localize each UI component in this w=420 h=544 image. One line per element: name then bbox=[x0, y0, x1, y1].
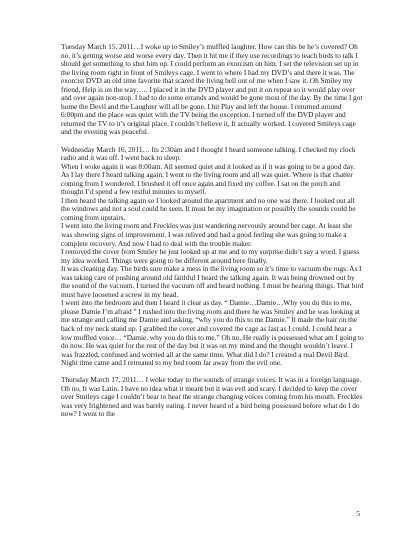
paragraph-tuesday-entry: Tuesday March 15, 2011…I woke up to Smiley’s muffled laughter. How can this be he’s covered? Oh no, it’s getting worse and worse every day. Then it hit me if they use recordings to teach birds to talk I should get something to shut him up. I could perform an exorcism on him. I set the television set up in the living room right in front of Smileys cage. I went to where I had my DVD’s and there it was. The exorcist DVD an old time favorite that scared the living hell out of me when I saw it. Oh Smiley my friend, Help is on the way….. I placed it in the DVD player and put it on repeat so it would play over and over again non-stop. I had to do some errands and would be gone most of the day. By the time I got home the Devil and the Laughter will all be gone. I hit Play and left the house. I returned around 6:00pm and the place was quiet with the TV being the exception. I turned off the DVD player and returned the TV to it’s original place. I couldn’t believe it, It actually worked. I covered Smileys cage and the evening was peaceful. bbox=[61, 42, 363, 137]
paragraph-wednesday-entry: Wednesday March 16, 2011… Its 2:30am and I thought I heard someone talking. I checked my clock radio and it was off. I went back to sleep. When I woke again it was 8:00am. All seemed quiet and it looked as if it was going to be a good day. As I lay there I heard talking again. I went to the living room and all was quiet. Where is that chatter coming from I wondered. I brushed it off once again and fixed my coffee. I sat on the porch and thought I’d spend a few restful minutes to myself. I then heard the talking again so I looked around the apartment and no one was there. I looked out all the windows and not a soul could be seen. It must be my imagination or possibly the sounds could be coming from upstairs. I went into the living room and Freckles was just wandering nervously around her cage. At least she was showing signs of improvement. I was relived and had a good feeling she was going to make a complete recovery. And now I had to deal with the trouble maker. I removed the cover from Smiley he just looked up at me and to my surprise didn’t say a word. I guess my idea worked. Things were going to be different around here finally. It was cleaning day. The birds sure make a mess in the living room so it’s time to vacuum the rugs. As I was taking care of pushing around old faithful I heard the talking again. It was being drowned out by the sound of the vacuum. I turned the vacuum off and heard nothing. I must be hearing things. That bird must have loosened a screw in my head. I went into the bedroom and then I heard it clear as day. “ Damie…Damie…Why you do this to me, please Damie I’m afraid ” I rushed into the living room and there he was Smiley and he was looking at me strange and calling me Damie and asking, “why you do this to me Damie.” It made the hair on the back of my neck stand up. I grabbed the cover and covered the cage as fast as I could. I could hear a low muffled voice… “Damie, why you do this to me.” Oh no, He really is possessed what am I going to do now. He was quiet for the rest of the day but it was on my mind and the thought wouldn’t leave. I was frazzled, confused and worried all at the same time. What did I do? I created a real Devil Bird. Night time came and I retreated to my bed room far away from the evil one. bbox=[61, 144, 364, 368]
document-body bbox=[61, 43, 364, 419]
page-number: 5 bbox=[356, 509, 360, 518]
paragraph-thursday-entry: Thursday March 17, 2011… I woke today to the sounds of strange voices. It was in a foreign language. Oh no, It was Latin. I have no idea what it meant but it was evil and scary. I decided to keep the cover over Smileys cage I couldn’t bear to hear the strange changing voices coming from his mouth. Freckles was very frightened and was barely eating. I never heard of a bird being possessed before what do I do now? I went to the bbox=[61, 375, 363, 419]
